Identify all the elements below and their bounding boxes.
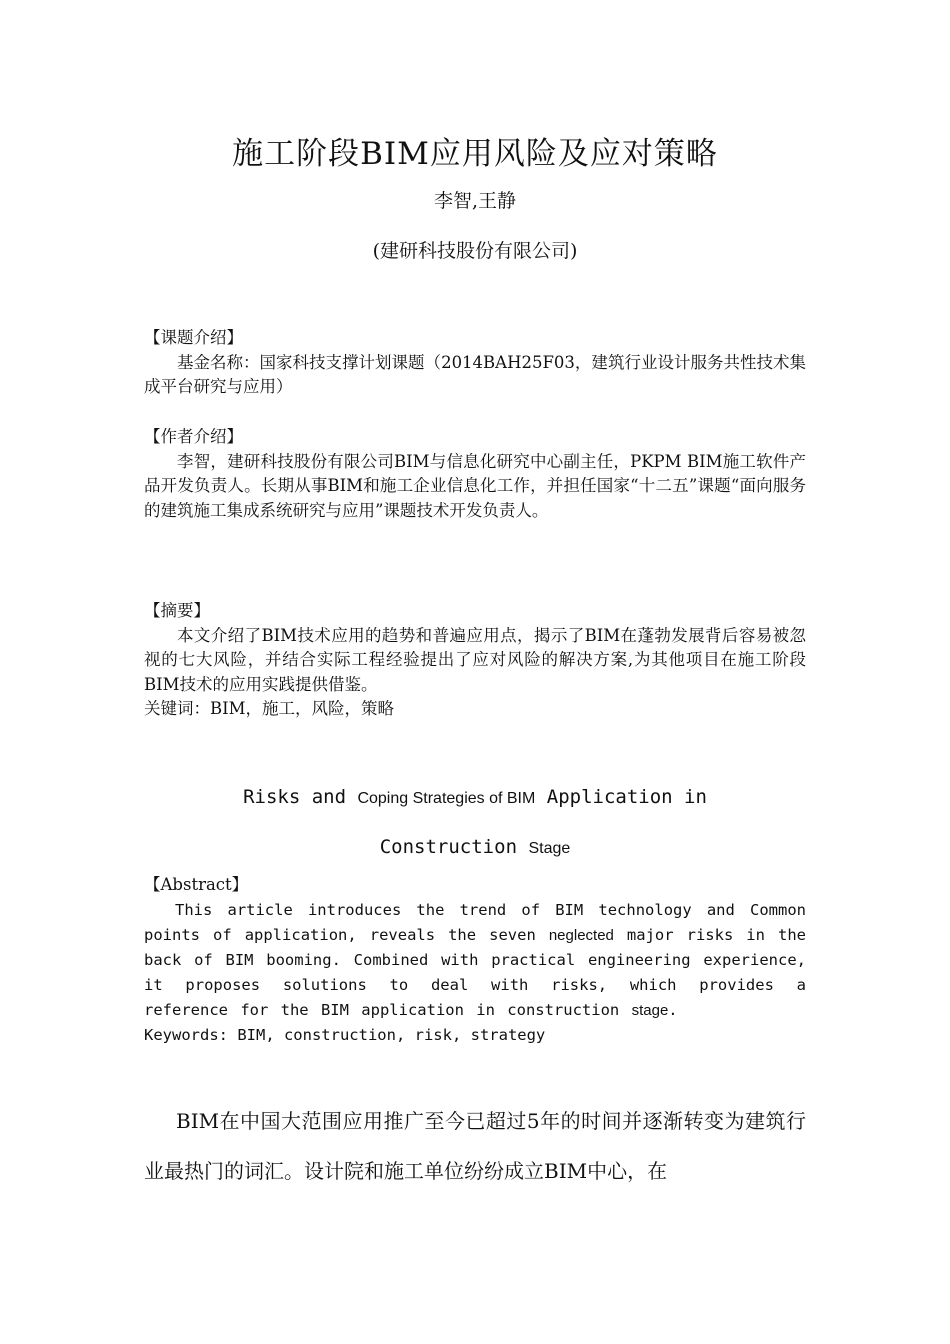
abstract-cn-text: 本文介绍了BIM技术应用的趋势和普遍应用点，揭示了BIM在蓬勃发展背后容易被忽视的七大风险，并结合实际工程经验提出了应对风险的解决方案,为其他项目在施工阶段BIM技术的应用实践提供借鉴。: [144, 625, 806, 694]
english-title-part: Coping Strategies of BIM: [357, 790, 536, 807]
abstract-en-heading: 【Abstract】: [144, 875, 249, 894]
topic-heading: 【课题介绍】: [144, 328, 243, 347]
abstract-en-part: major risks in the back of BIM booming. Combined with practical engineering experience, it proposes solutions to deal with risks, which provides a reference for the BIM application in construction: [144, 925, 807, 1019]
topic-text: 基金名称：国家科技支撑计划课题（2014BAH25F03，建筑行业设计服务共性技术集成平台研究与应用）: [144, 352, 806, 396]
abstract-en-section: [144, 873, 806, 1048]
author-intro-section: [144, 425, 806, 523]
english-title-line1: [0, 786, 950, 808]
author-intro-heading: 【作者介绍】: [144, 427, 243, 446]
paper-title: 施工阶段BIM应用风险及应对策略: [232, 136, 718, 172]
english-title-part: Construction: [379, 836, 529, 858]
paper-affiliation: (建研科技股份有限公司): [372, 240, 578, 262]
abstract-en-part: This article introduces the trend of BIM technology and Common points of application, reveals the seven: [144, 900, 806, 944]
body-paragraph: BIM在中国大范围应用推广至今已超过5年的时间并逐渐转变为建筑行业最热门的词汇。设计院和施工单位纷纷成立BIM中心，在: [144, 1109, 806, 1183]
abstract-en-part: neglected: [548, 926, 614, 944]
topic-section: [144, 326, 806, 400]
keywords-en: Keywords: BIM, construction, risk, strategy: [144, 1025, 546, 1044]
abstract-en-text: [144, 898, 806, 1023]
english-title-line2: [0, 836, 950, 858]
abstract-en-part: stage: [631, 1001, 669, 1019]
author-intro-text: 李智，建研科技股份有限公司BIM与信息化研究中心副主任，PKPM BIM施工软件产品开发负责人。长期从事BIM和施工企业信息化工作，并担任国家“十二五”课题“面向服务的建筑施工集成系统研究与应用”课题技术开发负责人。: [144, 451, 806, 520]
abstract-en-part: .: [668, 1000, 678, 1019]
keywords-cn: 关键词：BIM，施工，风险，策略: [144, 699, 395, 718]
abstract-cn-heading: 【摘要】: [144, 601, 210, 620]
paper-authors: 李智,王静: [433, 190, 517, 212]
english-title-part: Application in: [535, 786, 707, 808]
english-title-part: Risks and: [243, 786, 358, 808]
abstract-cn-section: [144, 599, 806, 722]
english-title-part: Stage: [528, 840, 571, 857]
